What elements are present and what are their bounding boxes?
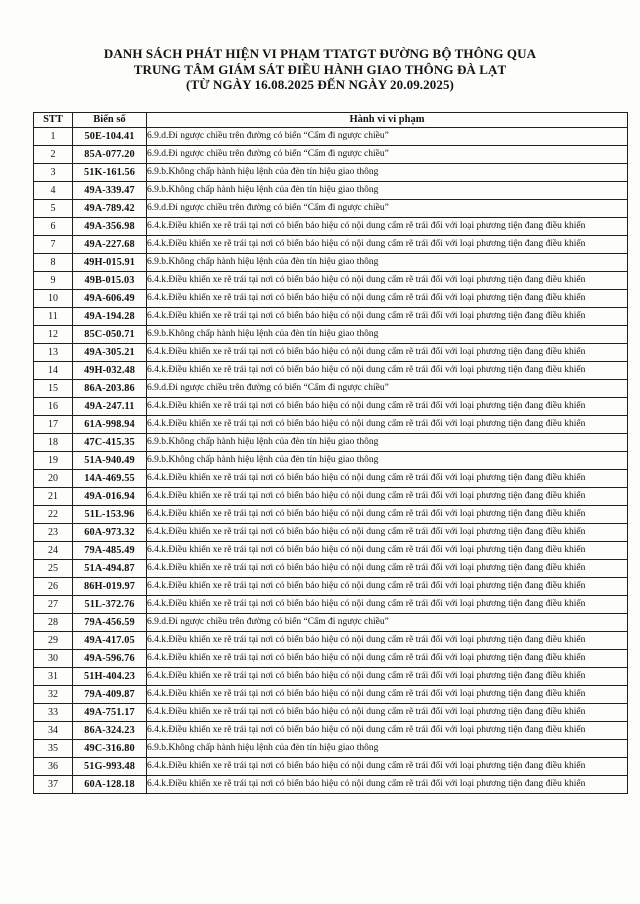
table-row: [34, 397, 628, 415]
plate-number: 51H-404.23: [73, 667, 147, 685]
row-index: 18: [34, 433, 73, 451]
table-row: [34, 595, 628, 613]
plate-number: 79A-485.49: [73, 541, 147, 559]
table-row: [34, 163, 628, 181]
row-index: 17: [34, 415, 73, 433]
row-index: 15: [34, 379, 73, 397]
table-row: [34, 739, 628, 757]
plate-number: 49H-032.48: [73, 361, 147, 379]
row-index: 24: [34, 541, 73, 559]
row-index: 35: [34, 739, 73, 757]
plate-number: 51A-494.87: [73, 559, 147, 577]
table-row: [34, 757, 628, 775]
violation-text: 6.4.k.Điều khiển xe rẽ trái tại nơi có biển báo hiệu có nội dung cấm rẽ trái đối với loại phương tiện đang điều khiển: [147, 505, 628, 523]
table-row: [34, 541, 628, 559]
plate-number: 61A-998.94: [73, 415, 147, 433]
plate-number: 86A-203.86: [73, 379, 147, 397]
document-title: [0, 46, 640, 93]
document-title-line-2: TRUNG TÂM GIÁM SÁT ĐIỀU HÀNH GIAO THÔNG ĐÀ LẠT: [133, 61, 507, 77]
violation-text: 6.9.b.Không chấp hành hiệu lệnh của đèn tín hiệu giao thông: [147, 433, 628, 451]
table-row: [34, 613, 628, 631]
table-row: [34, 721, 628, 739]
violation-text: 6.4.k.Điều khiển xe rẽ trái tại nơi có biển báo hiệu có nội dung cấm rẽ trái đối với loại phương tiện đang điều khiển: [147, 703, 628, 721]
table-row: [34, 343, 628, 361]
table-row: [34, 685, 628, 703]
violation-text: 6.4.k.Điều khiển xe rẽ trái tại nơi có biển báo hiệu có nội dung cấm rẽ trái đối với loại phương tiện đang điều khiển: [147, 577, 628, 595]
plate-number: 60A-973.32: [73, 523, 147, 541]
document-title-line-3: (TỪ NGÀY 16.08.2025 ĐẾN NGÀY 20.09.2025): [186, 77, 454, 92]
plate-number: 14A-469.55: [73, 469, 147, 487]
plate-number: 49H-015.91: [73, 253, 147, 271]
row-index: 1: [34, 127, 73, 145]
violation-text: 6.9.b.Không chấp hành hiệu lệnh của đèn tín hiệu giao thông: [147, 325, 628, 343]
col-header-violation: Hành vi vi phạm: [147, 112, 628, 127]
table-row: [34, 271, 628, 289]
col-header-plate: Biển số: [73, 112, 147, 127]
violation-text: 6.4.k.Điều khiển xe rẽ trái tại nơi có biển báo hiệu có nội dung cấm rẽ trái đối với loại phương tiện đang điều khiển: [147, 721, 628, 739]
row-index: 2: [34, 145, 73, 163]
row-index: 26: [34, 577, 73, 595]
violation-text: 6.4.k.Điều khiển xe rẽ trái tại nơi có biển báo hiệu có nội dung cấm rẽ trái đối với loại phương tiện đang điều khiển: [147, 649, 628, 667]
violation-text: 6.4.k.Điều khiển xe rẽ trái tại nơi có biển báo hiệu có nội dung cấm rẽ trái đối với loại phương tiện đang điều khiển: [147, 559, 628, 577]
plate-number: 49A-227.68: [73, 235, 147, 253]
plate-number: 49A-789.42: [73, 199, 147, 217]
violation-text: 6.4.k.Điều khiển xe rẽ trái tại nơi có biển báo hiệu có nội dung cấm rẽ trái đối với loại phương tiện đang điều khiển: [147, 307, 628, 325]
table-row: [34, 649, 628, 667]
row-index: 22: [34, 505, 73, 523]
table-row: [34, 325, 628, 343]
row-index: 13: [34, 343, 73, 361]
violation-text: 6.9.b.Không chấp hành hiệu lệnh của đèn tín hiệu giao thông: [147, 451, 628, 469]
plate-number: 49A-247.11: [73, 397, 147, 415]
row-index: 16: [34, 397, 73, 415]
violation-text: 6.9.b.Không chấp hành hiệu lệnh của đèn tín hiệu giao thông: [147, 253, 628, 271]
row-index: 30: [34, 649, 73, 667]
violation-text: 6.9.b.Không chấp hành hiệu lệnh của đèn tín hiệu giao thông: [147, 163, 628, 181]
violation-text: 6.9.d.Đi ngược chiều trên đường có biển “Cấm đi ngược chiều”: [147, 613, 628, 631]
table-row: [34, 235, 628, 253]
table-row: [34, 307, 628, 325]
violation-text: 6.4.k.Điều khiển xe rẽ trái tại nơi có biển báo hiệu có nội dung cấm rẽ trái đối với loại phương tiện đang điều khiển: [147, 775, 628, 793]
plate-number: 49A-417.05: [73, 631, 147, 649]
table-row: [34, 469, 628, 487]
table-row: [34, 217, 628, 235]
violation-text: 6.9.d.Đi ngược chiều trên đường có biển “Cấm đi ngược chiều”: [147, 379, 628, 397]
plate-number: 86A-324.23: [73, 721, 147, 739]
violation-text: 6.4.k.Điều khiển xe rẽ trái tại nơi có biển báo hiệu có nội dung cấm rẽ trái đối với loại phương tiện đang điều khiển: [147, 469, 628, 487]
row-index: 32: [34, 685, 73, 703]
row-index: 23: [34, 523, 73, 541]
plate-number: 49A-339.47: [73, 181, 147, 199]
table-row: [34, 145, 628, 163]
violation-text: 6.9.d.Đi ngược chiều trên đường có biển “Cấm đi ngược chiều”: [147, 199, 628, 217]
plate-number: 51L-153.96: [73, 505, 147, 523]
violation-text: 6.4.k.Điều khiển xe rẽ trái tại nơi có biển báo hiệu có nội dung cấm rẽ trái đối với loại phương tiện đang điều khiển: [147, 343, 628, 361]
plate-number: 51K-161.56: [73, 163, 147, 181]
table-row: [34, 523, 628, 541]
violation-text: 6.4.k.Điều khiển xe rẽ trái tại nơi có biển báo hiệu có nội dung cấm rẽ trái đối với loại phương tiện đang điều khiển: [147, 595, 628, 613]
plate-number: 60A-128.18: [73, 775, 147, 793]
table-row: [34, 577, 628, 595]
plate-number: 79A-409.87: [73, 685, 147, 703]
plate-number: 49B-015.03: [73, 271, 147, 289]
plate-number: 51G-993.48: [73, 757, 147, 775]
plate-number: 49A-606.49: [73, 289, 147, 307]
plate-number: 51A-940.49: [73, 451, 147, 469]
violation-text: 6.4.k.Điều khiển xe rẽ trái tại nơi có biển báo hiệu có nội dung cấm rẽ trái đối với loại phương tiện đang điều khiển: [147, 361, 628, 379]
violation-text: 6.9.b.Không chấp hành hiệu lệnh của đèn tín hiệu giao thông: [147, 739, 628, 757]
row-index: 11: [34, 307, 73, 325]
table-row: [34, 253, 628, 271]
table-row: [34, 433, 628, 451]
row-index: 31: [34, 667, 73, 685]
violation-text: 6.4.k.Điều khiển xe rẽ trái tại nơi có biển báo hiệu có nội dung cấm rẽ trái đối với loại phương tiện đang điều khiển: [147, 685, 628, 703]
row-index: 12: [34, 325, 73, 343]
violation-text: 6.4.k.Điều khiển xe rẽ trái tại nơi có biển báo hiệu có nội dung cấm rẽ trái đối với loại phương tiện đang điều khiển: [147, 541, 628, 559]
row-index: 27: [34, 595, 73, 613]
plate-number: 49A-356.98: [73, 217, 147, 235]
table-row: [34, 289, 628, 307]
plate-number: 49A-016.94: [73, 487, 147, 505]
plate-number: 49A-194.28: [73, 307, 147, 325]
violation-text: 6.9.d.Đi ngược chiều trên đường có biển “Cấm đi ngược chiều”: [147, 127, 628, 145]
row-index: 14: [34, 361, 73, 379]
table-row: [34, 199, 628, 217]
table-row: [34, 379, 628, 397]
plate-number: 51L-372.76: [73, 595, 147, 613]
table-row: [34, 703, 628, 721]
table-row: [34, 667, 628, 685]
row-index: 21: [34, 487, 73, 505]
plate-number: 49A-751.17: [73, 703, 147, 721]
table-row: [34, 361, 628, 379]
plate-number: 49A-305.21: [73, 343, 147, 361]
row-index: 20: [34, 469, 73, 487]
violation-text: 6.4.k.Điều khiển xe rẽ trái tại nơi có biển báo hiệu có nội dung cấm rẽ trái đối với loại phương tiện đang điều khiển: [147, 217, 628, 235]
plate-number: 85A-077.20: [73, 145, 147, 163]
row-index: 25: [34, 559, 73, 577]
row-index: 37: [34, 775, 73, 793]
table-row: [34, 451, 628, 469]
row-index: 28: [34, 613, 73, 631]
table-row: [34, 559, 628, 577]
violation-text: 6.4.k.Điều khiển xe rẽ trái tại nơi có biển báo hiệu có nội dung cấm rẽ trái đối với loại phương tiện đang điều khiển: [147, 487, 628, 505]
row-index: 36: [34, 757, 73, 775]
plate-number: 49A-596.76: [73, 649, 147, 667]
row-index: 34: [34, 721, 73, 739]
violation-text: 6.4.k.Điều khiển xe rẽ trái tại nơi có biển báo hiệu có nội dung cấm rẽ trái đối với loại phương tiện đang điều khiển: [147, 631, 628, 649]
row-index: 3: [34, 163, 73, 181]
violations-table: [33, 112, 628, 794]
row-index: 5: [34, 199, 73, 217]
row-index: 6: [34, 217, 73, 235]
plate-number: 79A-456.59: [73, 613, 147, 631]
row-index: 9: [34, 271, 73, 289]
plate-number: 86H-019.97: [73, 577, 147, 595]
row-index: 19: [34, 451, 73, 469]
violation-text: 6.4.k.Điều khiển xe rẽ trái tại nơi có biển báo hiệu có nội dung cấm rẽ trái đối với loại phương tiện đang điều khiển: [147, 667, 628, 685]
table-row: [34, 775, 628, 793]
table-row: [34, 505, 628, 523]
table-row: [34, 631, 628, 649]
violation-text: 6.4.k.Điều khiển xe rẽ trái tại nơi có biển báo hiệu có nội dung cấm rẽ trái đối với loại phương tiện đang điều khiển: [147, 523, 628, 541]
violation-text: 6.4.k.Điều khiển xe rẽ trái tại nơi có biển báo hiệu có nội dung cấm rẽ trái đối với loại phương tiện đang điều khiển: [147, 271, 628, 289]
row-index: 8: [34, 253, 73, 271]
col-header-stt: STT: [34, 112, 73, 127]
table-row: [34, 415, 628, 433]
row-index: 10: [34, 289, 73, 307]
document-title-line-1: DANH SÁCH PHÁT HIỆN VI PHẠM TTATGT ĐƯỜNG BỘ THÔNG QUA: [103, 46, 537, 61]
row-index: 29: [34, 631, 73, 649]
row-index: 33: [34, 703, 73, 721]
violation-text: 6.4.k.Điều khiển xe rẽ trái tại nơi có biển báo hiệu có nội dung cấm rẽ trái đối với loại phương tiện đang điều khiển: [147, 289, 628, 307]
table-row: [34, 127, 628, 145]
violation-text: 6.4.k.Điều khiển xe rẽ trái tại nơi có biển báo hiệu có nội dung cấm rẽ trái đối với loại phương tiện đang điều khiển: [147, 235, 628, 253]
plate-number: 49C-316.80: [73, 739, 147, 757]
table-row: [34, 487, 628, 505]
plate-number: 85C-050.71: [73, 325, 147, 343]
row-index: 4: [34, 181, 73, 199]
table-header-row: [34, 112, 628, 127]
table-row: [34, 181, 628, 199]
violation-text: 6.4.k.Điều khiển xe rẽ trái tại nơi có biển báo hiệu có nội dung cấm rẽ trái đối với loại phương tiện đang điều khiển: [147, 757, 628, 775]
violation-text: 6.4.k.Điều khiển xe rẽ trái tại nơi có biển báo hiệu có nội dung cấm rẽ trái đối với loại phương tiện đang điều khiển: [147, 415, 628, 433]
violation-text: 6.4.k.Điều khiển xe rẽ trái tại nơi có biển báo hiệu có nội dung cấm rẽ trái đối với loại phương tiện đang điều khiển: [147, 397, 628, 415]
plate-number: 50E-104.41: [73, 127, 147, 145]
violation-text: 6.9.b.Không chấp hành hiệu lệnh của đèn tín hiệu giao thông: [147, 181, 628, 199]
row-index: 7: [34, 235, 73, 253]
plate-number: 47C-415.35: [73, 433, 147, 451]
violation-text: 6.9.d.Đi ngược chiều trên đường có biển “Cấm đi ngược chiều”: [147, 145, 628, 163]
